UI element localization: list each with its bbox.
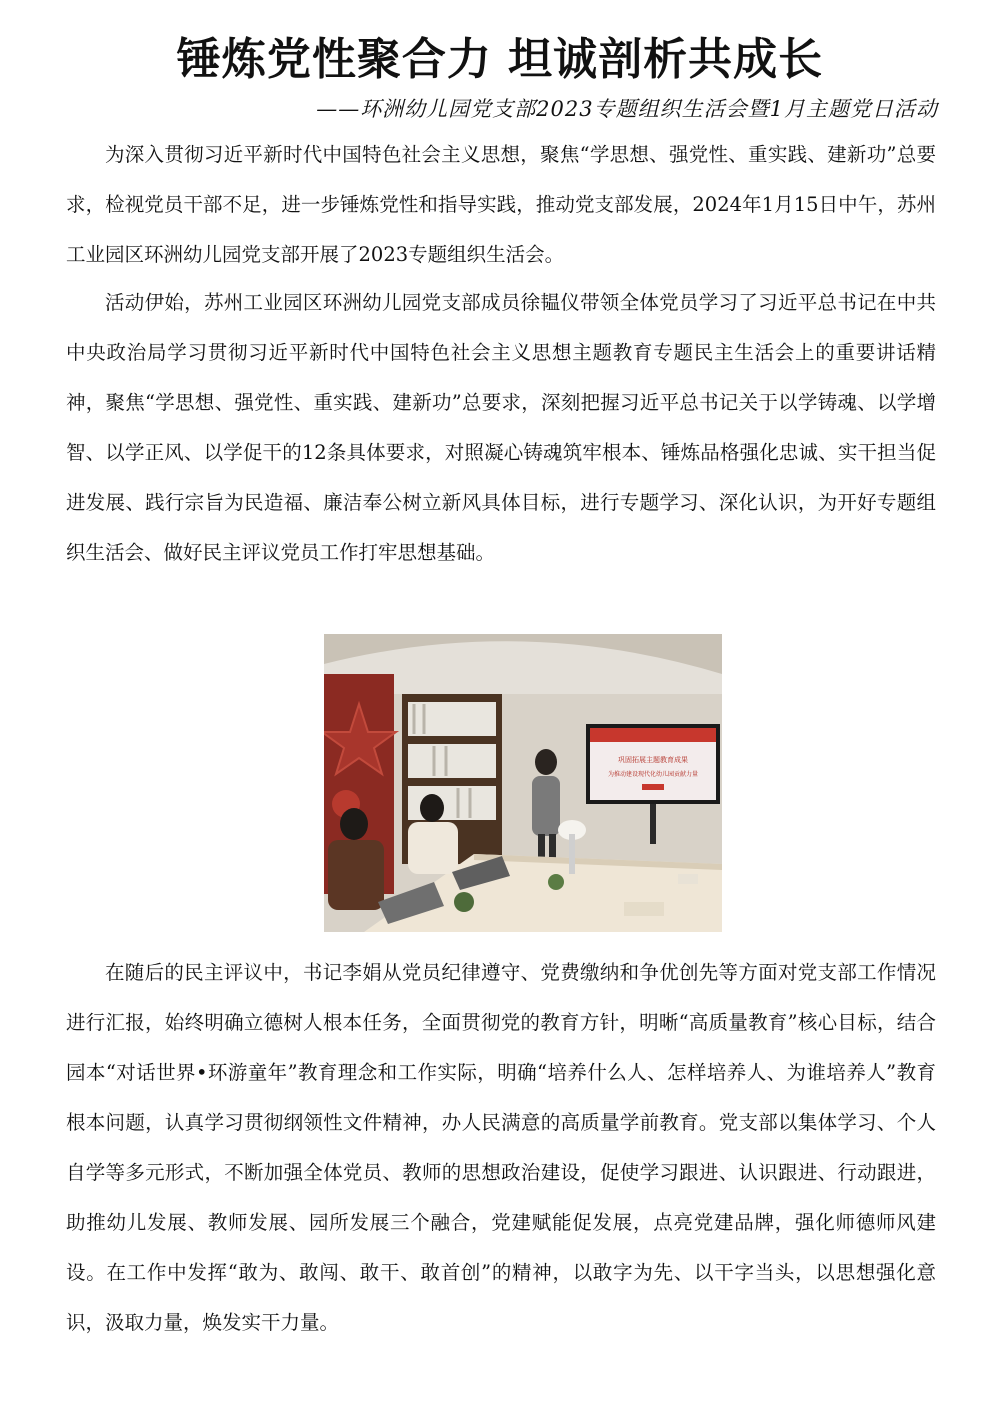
screen-line-1: 巩固拓展主题教育成果	[618, 756, 688, 764]
article-subtitle: ——环洲幼儿园党支部2023专题组织生活会暨1月主题党日活动	[316, 97, 938, 121]
paragraph-study: 活动伊始，苏州工业园区环洲幼儿园党支部成员徐韫仪带领全体党员学习了习近平总书记在中共中央政治局学习贯彻习近平新时代中国特色社会主义思想主题教育专题民主生活会上的重要讲话精神，聚焦“学思想、强党性、重实践、建新功”总要求，深刻把握习近平总书记关于以学铸魂、以学增智、以学正风、以学促干的12条具体要求，对照凝心铸魂筑牢根本、锤炼品格强化忠诚、实干担当促进发展、践行宗旨为民造福、廉洁奉公树立新风具体目标，进行专题学习、深化认识，为开好专题组织生活会、做好民主评议党员工作打牢思想基础。	[66, 291, 936, 564]
screen-line-2: 为推动建设现代化幼儿园贡献力量	[607, 771, 699, 778]
meeting-photo	[324, 634, 722, 932]
paragraph-evaluation: 在随后的民主评议中，书记李娟从党员纪律遵守、党费缴纳和争优创先等方面对党支部工作情况进行汇报，始终明确立德树人根本任务，全面贯彻党的教育方针，明晰“高质量教育”核心目标，结合园本“对话世界•环游童年”教育理念和工作实际，明确“培养什么人、怎样培养人、为谁培养人”教育根本问题，认真学习贯彻纲领性文件精神，办人民满意的高质量学前教育。党支部以集体学习、个人自学等多元形式，不断加强全体党员、教师的思想政治建设，促使学习跟进、认识跟进、行动跟进，助推幼儿发展、教师发展、园所发展三个融合，党建赋能促发展，点亮党建品牌，强化师德师风建设。在工作中发挥“敢为、敢闯、敢干、敢首创”的精神，以敢字为先、以干字当头，以思想强化意识，汲取力量，焕发实干力量。	[66, 961, 936, 1334]
paragraph-intro: 为深入贯彻习近平新时代中国特色社会主义思想，聚焦“学思想、强党性、重实践、建新功”总要求，检视党员干部不足，进一步锤炼党性和指导实践，推动党支部发展，2024年1月15日中午，苏州工业园区环洲幼儿园党支部开展了2023专题组织生活会。	[66, 143, 936, 266]
article-title: 锤炼党性聚合力 坦诚剖析共成长	[176, 34, 824, 85]
